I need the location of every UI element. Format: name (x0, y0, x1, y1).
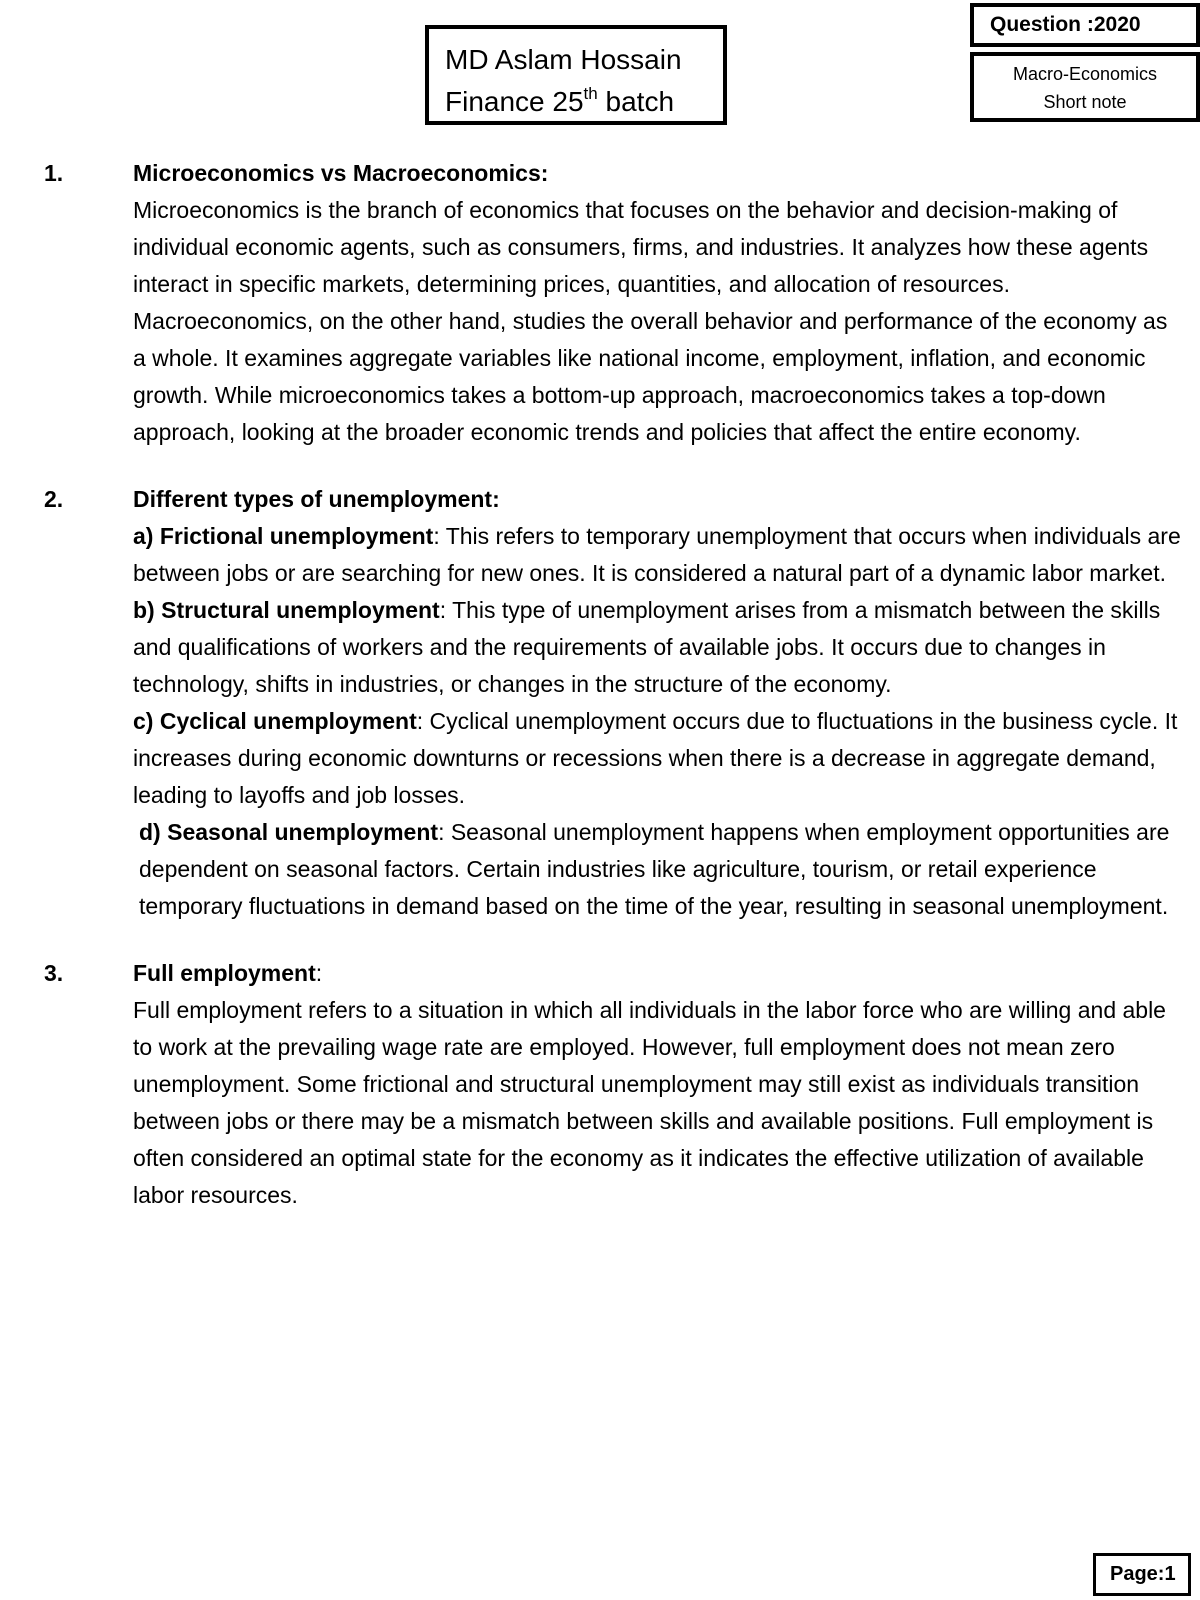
section-heading: Microeconomics vs Macroeconomics: (133, 160, 549, 186)
section-full-employment (0, 955, 1200, 1214)
subject-name: Macro-Economics (1012, 64, 1158, 84)
unemployment-item-cyclical (133, 703, 1183, 814)
section-body (133, 155, 1183, 451)
section-heading-text: Full employment (133, 960, 316, 986)
unemployment-item-seasonal (133, 814, 1183, 925)
section-number: 3. (44, 960, 64, 986)
section-unemployment-types (0, 481, 1200, 925)
unemployment-item-structural (133, 592, 1183, 703)
question-year-box (970, 3, 1200, 47)
section-body (133, 955, 1183, 1214)
batch-line (445, 81, 723, 123)
item-text: : This refers to temporary unemployment that occurs when individuals are between jobs or are searching for new ones. It is considered a natural part of a dynamic labor market. (133, 523, 1181, 586)
page-number-box (1093, 1553, 1191, 1596)
note-type: Short note (1043, 92, 1127, 112)
author-box (425, 25, 727, 125)
document-content (0, 155, 1200, 1244)
unemployment-item-frictional (133, 518, 1183, 592)
section-paragraph: Microeconomics is the branch of economics that focuses on the behavior and decision-making of individual economic agents, such as consumers, firms, and industries. It analyzes how these agents interact in specific markets, determining prices, quantities, and allocation of resources. Macroeconomics, on the other hand, studies the overall behavior and performance of the economy as a whole. It examines aggregate variables like national income, employment, inflation, and economic growth. While microeconomics takes a bottom-up approach, macroeconomics takes a top-down approach, looking at the broader economic trends and policies that affect the entire economy. (133, 197, 1168, 445)
item-label: b) Structural unemployment (133, 597, 440, 623)
section-heading: Different types of unemployment: (133, 486, 500, 512)
page-number: Page:1 (1110, 1563, 1176, 1585)
author-name: MD Aslam Hossain (445, 44, 682, 75)
item-text: : Cyclical unemployment occurs due to fluctuations in the business cycle. It increases during economic downturns or recessions when there is a decrease in aggregate demand, leading to layoffs and job losses. (133, 708, 1178, 808)
item-text: : Seasonal unemployment happens when employment opportunities are dependent on seasonal factors. Certain industries like agriculture, tourism, or retail experience temporary fluctuations in demand based on the time of the year, resulting in seasonal unemployment. (139, 819, 1170, 919)
section-heading (133, 955, 1183, 992)
section-number: 1. (44, 160, 64, 186)
batch-ordinal: th (583, 84, 598, 103)
item-text: : This type of unemployment arises from a mismatch between the skills and qualifications of workers and the requirements of available jobs. It occurs due to changes in technology, shifts in industries, or changes in the structure of the economy. (133, 597, 1161, 697)
question-label: Question :2020 (990, 13, 1141, 36)
section-micro-vs-macro (0, 155, 1200, 451)
subject-box (970, 52, 1200, 122)
section-number: 2. (44, 486, 64, 512)
section-paragraph: Full employment refers to a situation in which all individuals in the labor force who are willing and able to work at the prevailing wage rate are employed. However, full employment does not mean zero unemployment. Some frictional and structural unemployment may still exist as individuals transition between jobs or there may be a mismatch between skills and available positions. Full employment is often considered an optimal state for the economy as it indicates the effective utilization of available labor resources. (133, 997, 1166, 1208)
section-body (133, 481, 1183, 925)
batch-suffix: batch (597, 86, 675, 117)
item-label: d) Seasonal unemployment (139, 819, 439, 845)
item-label: a) Frictional unemployment (133, 523, 434, 549)
batch-prefix: Finance 25 (445, 86, 584, 117)
item-label: c) Cyclical unemployment (133, 708, 417, 734)
section-heading-colon: : (315, 960, 323, 986)
